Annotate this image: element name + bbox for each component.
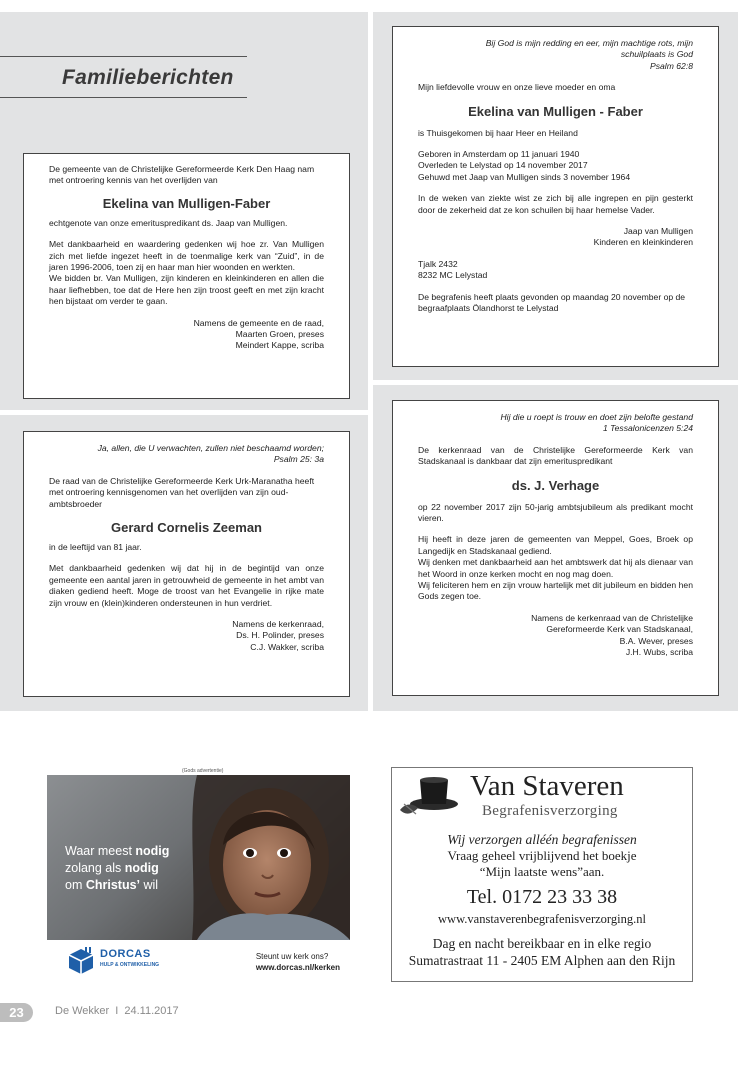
address-line: Tjalk 2432 [418, 258, 458, 269]
page-title: Familieberichten [62, 66, 234, 89]
vanstaveren-url[interactable]: www.vanstaverenbegrafenisverzorging.nl [438, 912, 646, 926]
footer-separator: I [115, 1005, 119, 1017]
dorcas-ad[interactable] [47, 775, 350, 982]
dorcas-logo [67, 944, 207, 978]
signature-line: Maarten Groen, preses [235, 329, 324, 340]
slogan-bold: nodig [135, 844, 170, 858]
notice-intro: Mijn liefdevolle vrouw en onze lieve moeder en oma [418, 82, 616, 93]
dorcas-cta [256, 951, 340, 973]
notice-zeeman [23, 431, 350, 697]
notice-intro: De raad van de Christelijke Gereformeerde Kerk Urk-Maranatha heeft met ontroering kennisgenomen van het overlijden van zijn oud-ambtsbroeder [49, 475, 315, 509]
signature-line: B.A. Wever, preses [619, 635, 693, 646]
dorcas-slogan [65, 843, 169, 894]
vanstaveren-line: Vraag geheel vrijblijvend het boekje [447, 848, 637, 863]
signature-line: Namens de kerkenraad van de Christelijke [531, 612, 693, 623]
slogan-text: zolang als [65, 861, 125, 875]
cta-url[interactable]: www.dorcas.nl/kerken [255, 963, 340, 972]
dorcas-subtitle: HULP & ONTWIKKELING [100, 962, 160, 968]
vanstaveren-address: Sumatrastraat 11 - 2405 EM Alphen aan den Rijn [408, 953, 676, 968]
footer-publication [55, 1005, 179, 1017]
signature-line: Meindert Kappe, scriba [235, 340, 324, 351]
deceased-name: Ekelina van Mulligen - Faber [468, 103, 643, 119]
title-rule-bottom [0, 97, 247, 98]
dorcas-box-icon [67, 947, 95, 975]
vanstaveren-line: Dag en nacht bereikbaar en in elke regio [432, 936, 652, 951]
died-line: Overleden te Lelystad op 14 november 2017 [418, 160, 588, 171]
vanstaveren-tagline: Wij verzorgen alléén begrafenissen [447, 832, 637, 847]
notice-line: is Thuisgekomen bij haar Heer en Heiland [418, 127, 578, 138]
notice-quote [418, 38, 693, 72]
slogan-bold: Christus’ [85, 878, 141, 892]
notice-intro: De kerkenraad van de Christelijke Gereformeerde Kerk van Stadskanaal is dankbaar dat zijn emerituspredikant [418, 444, 693, 467]
vanstaveren-ad[interactable] [391, 767, 693, 982]
notice-quote [418, 412, 693, 435]
signature-line: Gereformeerde Kerk van Stadskanaal, [546, 624, 693, 635]
vanstaveren-subtitle: Begrafenisverzorging [482, 803, 618, 819]
funeral-line: De begrafenis heeft plaats gevonden op maandag 20 november op de begraafplaats Ölandhorst te Lelystad [418, 291, 686, 314]
signature-line: Kinderen en kleinkinderen [593, 237, 693, 248]
vanstaveren-line: “Mijn laatste wens”aan. [479, 864, 605, 879]
deceased-name: Gerard Cornelis Zeeman [111, 520, 262, 536]
page-number: 23 [0, 1003, 33, 1022]
slogan-line [65, 877, 169, 894]
slogan-bold: nodig [124, 861, 159, 875]
top-hat-icon [398, 774, 460, 820]
notice-paragraph: Met dankbaarheid en waardering gedenken wij hoe zr. Van Mulligen zich met liefde ingezet heeft in de toenmalige kerk van “Zuid”, in de jaren 1996-2006, toen zij en haar man hier woonden en werkten. [49, 239, 324, 273]
notice-line: op 22 november 2017 zijn 50-jarig ambtsjubileum als predikant mocht vieren. [418, 501, 693, 524]
notice-line: echtgenote van onze emerituspredikant ds. Jaap van Mulligen. [49, 217, 288, 228]
notice-paragraph: Wij denken met dankbaarheid aan het ambtswerk dat hij als dienaar van het Woord in onze kerken mocht en nog mag doen. [418, 557, 693, 579]
notice-signature [49, 619, 324, 653]
slogan-text: wil [140, 878, 159, 892]
deceased-name: Ekelina van Mulligen-Faber [102, 195, 271, 211]
signature-line: Jaap van Mulligen [623, 226, 693, 237]
notice-paragraph: Met dankbaarheid gedenken wij dat hij in de begintijd van onze gemeente een aantal jaren in getrouwheid de gemeente in het ambt van diaken gediend heeft. Moge de troost van het Evangelie in rijke mate zijn vrouw en (klein)kinderen ondersteunen in hun verdriet. [49, 563, 324, 608]
signature-line: C.J. Wakker, scriba [250, 641, 324, 652]
honoree-name: ds. J. Verhage [511, 477, 600, 493]
slogan-line [65, 860, 169, 877]
slogan-text: Waar meest [65, 844, 136, 858]
address-line: 8232 MC Lelystad [418, 270, 488, 281]
vanstaveren-name: Van Staveren [470, 770, 624, 802]
dorcas-ad-tag: (Gods advertentie) [182, 768, 224, 774]
notice-intro: De gemeente van de Christelijke Gereformeerde Kerk Den Haag nam met ontroering kennis van het overlijden van [49, 164, 315, 186]
quote-reference: Psalm 62:8 [650, 60, 693, 71]
signature-line: Ds. H. Polinder, preses [236, 630, 324, 641]
notice-van-mulligen-den-haag [23, 153, 350, 399]
notice-signature [49, 318, 324, 352]
publication-date: 24.11.2017 [124, 1005, 179, 1017]
cta-question: Steunt uw kerk ons? [255, 952, 329, 961]
publication-name: De Wekker [55, 1005, 110, 1017]
notice-quote [49, 443, 324, 466]
notice-paragraph: We bidden br. Van Mulligen, zijn kinderen en kleinkinderen en allen die haar liefhebben, toe dat de Here hen zijn troost geeft en met zijn kracht hen bijstaat om verder te gaan. [49, 273, 324, 307]
vanstaveren-body [392, 831, 692, 969]
notice-verhage-jubilee [392, 400, 719, 696]
quote-text: Ja, allen, die U verwachten, zullen niet beschaamd worden; [97, 443, 324, 453]
signature-line: J.H. Wubs, scriba [625, 647, 693, 658]
born-line: Geboren in Amsterdam op 11 januari 1940 [418, 149, 580, 160]
notice-van-mulligen-family [392, 26, 719, 367]
signature-line: Namens de kerkenraad, [232, 619, 324, 630]
notice-paragraph: Wij feliciteren hem en zijn vrouw hartelijk met dit jubileum en bidden hen Gods zegen toe. [418, 580, 693, 602]
quote-text: Bij God is mijn redding en eer, mijn machtige rots, mijn schuilplaats is God [485, 38, 693, 60]
married-line: Gehuwd met Jaap van Mulligen sinds 3 november 1964 [418, 171, 631, 182]
dorcas-name: DORCAS [100, 948, 151, 960]
quote-reference: 1 Tessalonicenzen 5:24 [603, 423, 693, 434]
title-rule-top [0, 56, 247, 57]
slogan-text: om [65, 878, 86, 892]
quote-text: Hij die u roept is trouw en doet zijn belofte gestand [500, 412, 693, 422]
notice-paragraph: In de weken van ziekte wist ze zich bij alle ingrepen en pijn gesterkt door de zekerheid dat ze kon schuilen bij haar hemelse Vader. [418, 193, 693, 215]
notice-line: in de leeftijd van 81 jaar. [49, 542, 142, 553]
slogan-line [65, 843, 169, 860]
signature-line: Namens de gemeente en de raad, [193, 317, 324, 328]
notice-signature [418, 226, 693, 249]
quote-reference: Psalm 25: 3a [273, 454, 324, 465]
notice-signature [418, 613, 693, 659]
notice-paragraph: Hij heeft in deze jaren de gemeenten van Meppel, Goes, Broek op Langedijk en Stadskanaal gediend. [418, 534, 693, 556]
vanstaveren-phone[interactable]: Tel. 0172 23 33 38 [466, 886, 618, 908]
